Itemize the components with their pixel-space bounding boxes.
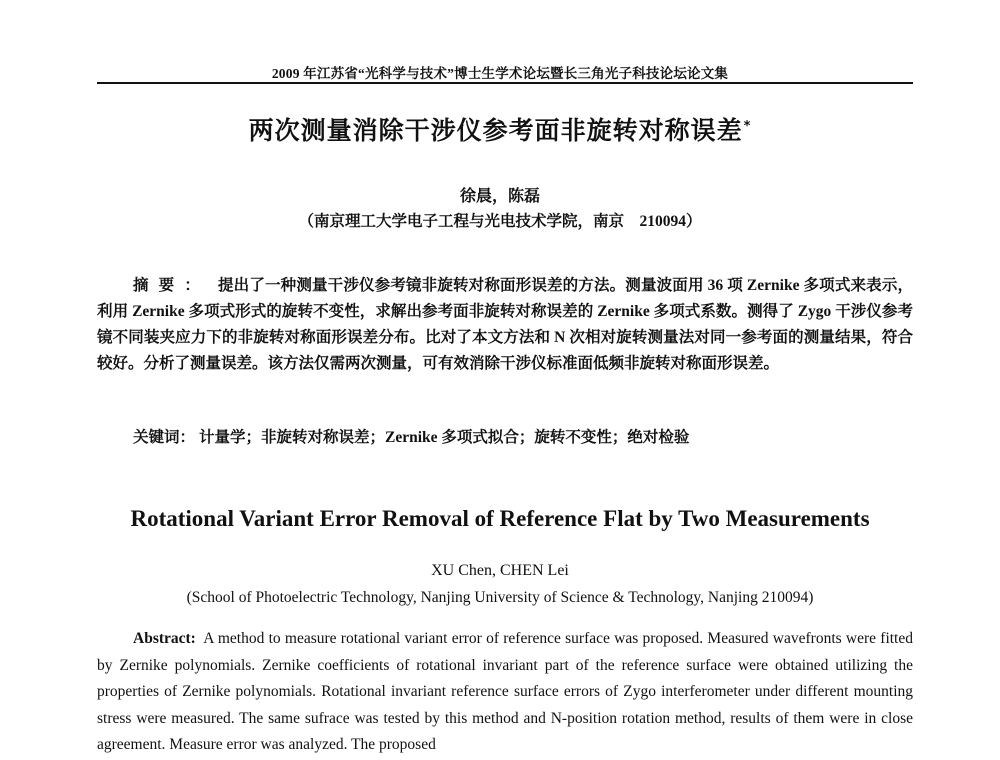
header-rule xyxy=(97,82,913,84)
chinese-title-text: 两次测量消除干涉仪参考面非旋转对称误差 xyxy=(248,116,743,145)
chinese-abstract xyxy=(97,273,913,377)
title-footnote-mark: * xyxy=(743,118,752,134)
chinese-title xyxy=(249,111,752,147)
english-title: Rotational Variant Error Removal of Reference Flat by Two Measurements xyxy=(130,506,870,531)
chinese-authors: 徐晨，陈磊 xyxy=(459,188,541,205)
english-abstract-label: Abstract: xyxy=(133,630,196,647)
english-affiliation: (School of Photoelectric Technology, Nanjing University of Science & Technology, Nanjing 210094) xyxy=(186,589,814,606)
chinese-abstract-text: 提出了一种测量干涉仪参考镜非旋转对称面形误差的方法。测量波面用 36 项 Zernike 多项式来表示，利用 Zernike 多项式形式的旋转不变性，求解出参考面非旋转对称误差的 Zernike 多项式系数。测得了 Zygo 干涉仪参考镜不同装夹应力下的非旋转对称面形误差分布。比对了本文方法和 N 次相对旋转测量法对同一参考面的测量结果，符合较好。分析了测量误差。该方法仅需两次测量，可有效消除干涉仪标准面低频非旋转对称面形误差。 xyxy=(97,277,913,372)
proceedings-header: 2009 年江苏省“光科学与技术”博士生学术论坛暨长三角光子科技论坛论文集 xyxy=(271,66,729,81)
english-abstract xyxy=(97,626,913,759)
chinese-keywords-text: 计量学；非旋转对称误差；Zernike 多项式拟合；旋转不变性；绝对检验 xyxy=(199,429,690,446)
chinese-affiliation: （南京理工大学电子工程与光电技术学院，南京 210094） xyxy=(298,213,702,230)
chinese-keywords-label: 关键词： xyxy=(133,429,196,446)
chinese-abstract-label: 摘要： xyxy=(133,277,210,294)
english-abstract-text: A method to measure rotational variant error of reference surface was proposed. Measured wavefronts were fitted by Zernike polynomials. Zernike coefficients of rotational invariant part of the reference surface were obtained utilizing the properties of Zernike polynomials. Rotational invariant reference surface errors of Zygo interferometer under different mounting stress were measured. The same sufrace was tested by this method and N-position rotation method, results of them were in close agreement. Measure error was analyzed. The proposed xyxy=(97,630,913,753)
english-authors: XU Chen, CHEN Lei xyxy=(431,562,569,579)
chinese-keywords xyxy=(133,425,689,447)
